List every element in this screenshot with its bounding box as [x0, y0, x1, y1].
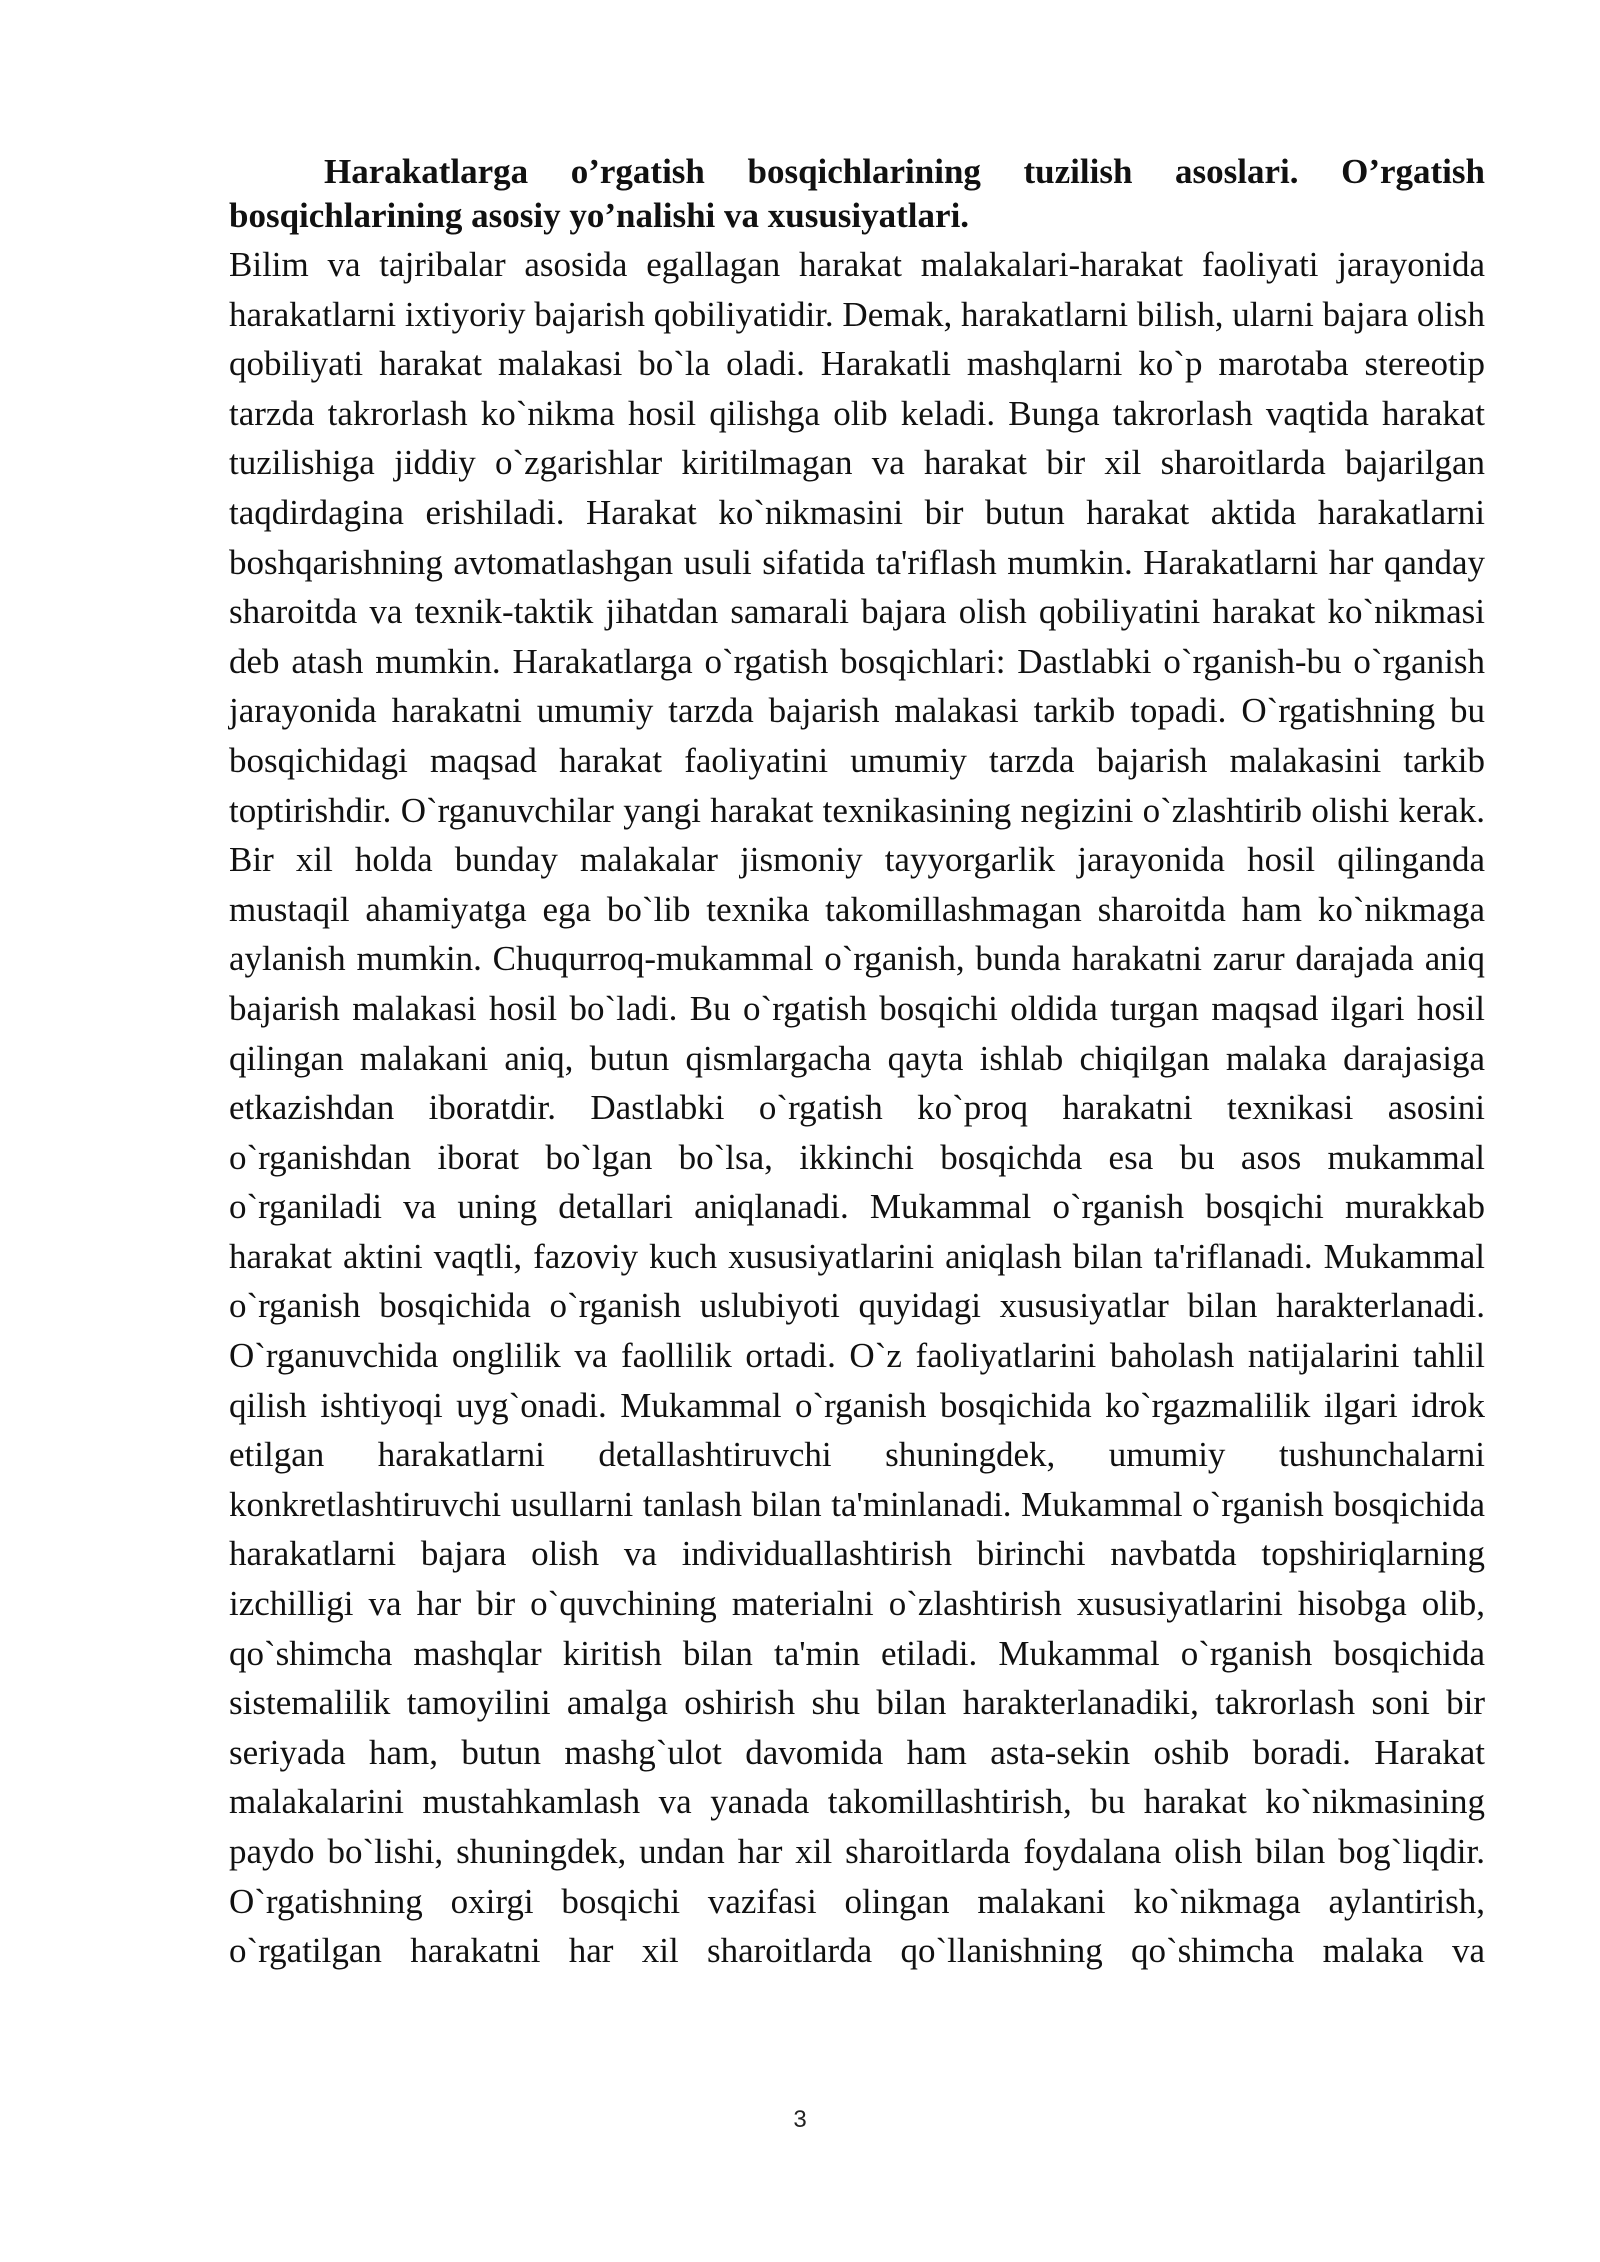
body-paragraph: Bilim va tajribalar asosida egallagan harakat malakalari-harakat faoliyati jarayonida harakatlarni ixtiyoriy bajarish qobiliyatidir. Demak, harakatlarni bilish, ularni bajara olish qobiliyati harakat malakasi bo`la oladi. Harakatli mashqlarni ko`p marotaba stereotip tarzda takrorlash ko`nikma hosil qilishga olib keladi. Bunga takrorlash vaqtida harakat tuzilishiga jiddiy o`zgarishlar kiritilmagan va harakat bir xil sharoitlarda bajarilgan taqdirdagina erishiladi. Harakat ko`nikmasini bir butun harakat aktida harakatlarni boshqarishning avtomatlashgan usuli sifatida ta'riflash mumkin. Harakatlarni har qanday sharoitda va texnik-taktik jihatdan samarali bajara olish qobiliyatini harakat ko`nikmasi deb atash mumkin. Harakatlarga o`rgatish bosqichlari: Dastlabki o`rganish-bu o`rganish jarayonida harakatni umumiy tarzda bajarish malakasi tarkib topadi. O`rgatishning bu bosqichidagi maqsad harakat faoliyatini umumiy tarzda bajarish malakasini tarkib toptirishdir. O`rganuvchilar yangi harakat texnikasining negizini o`zlashtirib olishi kerak. Bir xil holda bunday malakalar jismoniy tayyorgarlik jarayonida hosil qilinganda mustaqil ahamiyatga ega bo`lib texnika takomillashmagan sharoitda ham ko`nikmaga aylanish mumkin. Chuqurroq-mukammal o`rganish, bunda harakatni zarur darajada aniq bajarish malakasi hosil bo`ladi. Bu o`rgatish bosqichi oldida turgan maqsad ilgari hosil qilingan malakani aniq, butun qismlargacha qayta ishlab chiqilgan malaka darajasiga etkazishdan iboratdir. Dastlabki o`rgatish ko`proq harakatni texnikasi asosini o`rganishdan iborat bo`lgan bo`lsa, ikkinchi bosqichda esa bu asos mukammal o`rganiladi va uning detallari aniqlanadi. Mukammal o`rganish bosqichi murakkab harakat aktini vaqtli, fazoviy kuch xususiyatlarini aniqlash bilan ta'riflanadi. Mukammal o`rganish bosqichida o`rganish uslubiyoti quyidagi xususiyatlar bilan harakterlanadi. O`rganuvchida onglilik va faollilik ortadi. O`z faoliyatlarini baholash natijalarini tahlil qilish ishtiyoqi uyg`onadi. Mukammal o`rganish bosqichida ko`rgazmalilik ilgari idrok etilgan harakatlarni detallashtiruvchi shuningdek, umumiy tushunchalarni konkretlashtiruvchi usullarni tanlash bilan ta'minlanadi. Mukammal o`rganish bosqichida harakatlarni bajara olish va individuallashtirish birinchi navbatda topshiriqlarning izchilligi va har bir o`quvchining materialni o`zlashtirish xususiyatlarini hisobga olib, qo`shimcha mashqlar kiritish bilan ta'min etiladi. Mukammal o`rganish bosqichida sistemalilik tamoyilini amalga oshirish shu bilan harakterlanadiki, takrorlash soni bir seriyada ham, butun mashg`ulot davomida ham asta-sekin oshib boradi. Harakat malakalarini mustahkamlash va yanada takomillashtirish, bu harakat ko`nikmasining paydo bo`lishi, shuningdek, undan har xil sharoitlarda foydalana olish bilan bog`liqdir. O`rgatishning oxirgi bosqichi vazifasi olingan malakani ko`nikmaga aylantirish, o`rgatilgan harakatni har xil sharoitlarda qo`llanishning qo`shimcha malaka va [229, 245, 1485, 1971]
section-heading: Harakatlarga o’rgatish bosqichlarining tuzilish asoslari. O’rgatish bosqichlarining asosiy yo’nalishi va xususiyatlari. [229, 152, 1485, 235]
page-number: 3 [793, 2106, 807, 2133]
page-content [229, 150, 1485, 1976]
